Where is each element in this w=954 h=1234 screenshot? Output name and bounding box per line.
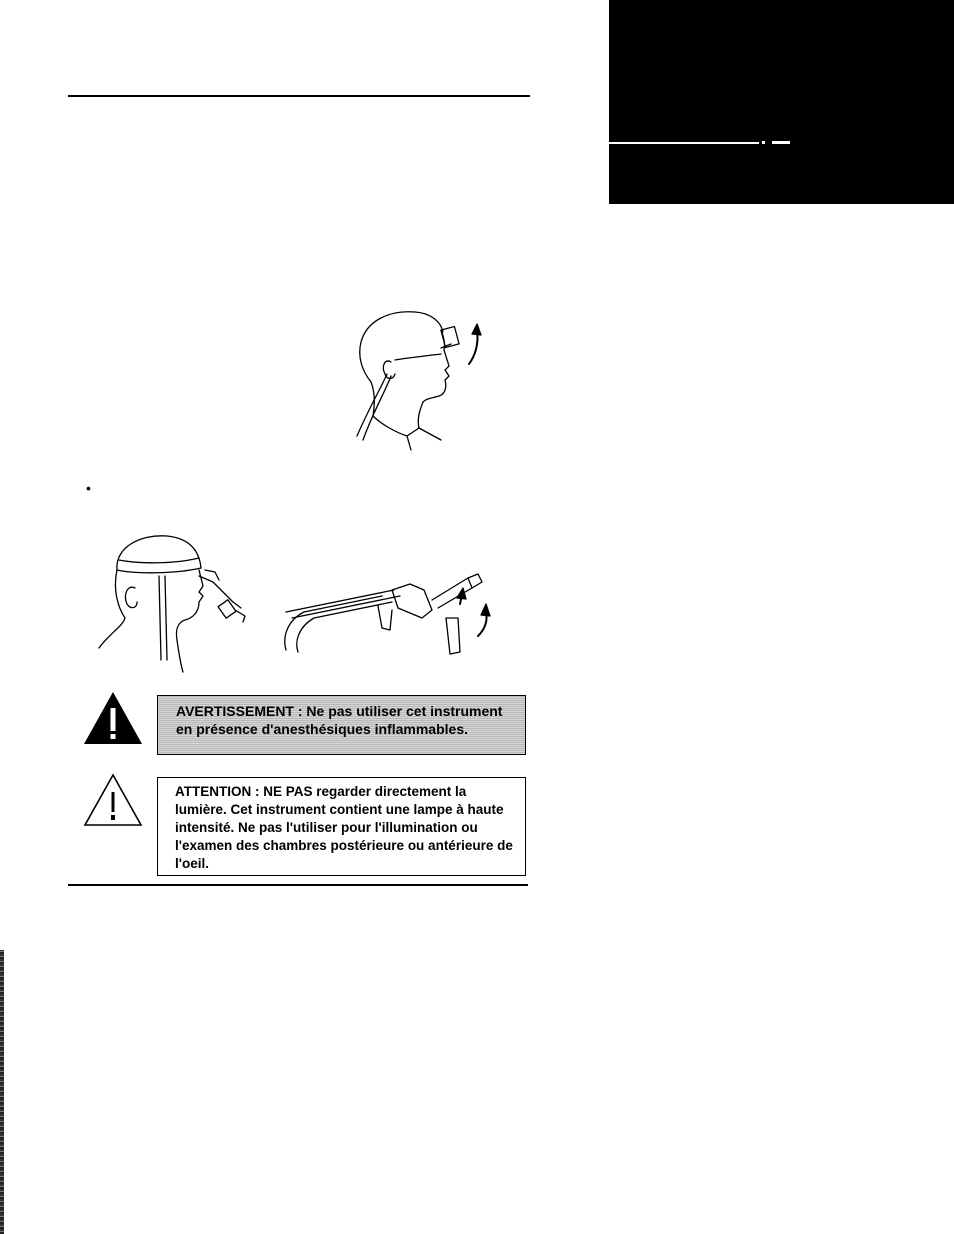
outline-warning-triangle-icon: [82, 772, 144, 828]
page-tab-dot: [762, 141, 765, 144]
caution-text: ATTENTION : NE PAS regarder directement la lumière. Cet instrument contient une lampe à haute intensité. Ne pas l'utiliser pour l'illumination ou l'examen des chambres postérieure ou antérieure de l'oeil.: [175, 784, 513, 871]
scan-edge-artifact: [0, 950, 4, 1234]
filled-warning-triangle-icon: [82, 690, 144, 746]
warning-box: [157, 695, 526, 755]
caution-box: [157, 777, 526, 876]
page-tab-dash: [772, 141, 790, 144]
page-tab-block: [609, 0, 954, 204]
warning-text: AVERTISSEMENT : Ne pas utiliser cet instrument en présence d'anesthésiques inflammables.: [176, 703, 503, 737]
bullet-point: •: [86, 480, 91, 496]
bottom-rule: [68, 884, 528, 886]
head-with-headband-and-loupes-illustration: [95, 530, 250, 675]
head-profile-with-loupes-flip-up-illustration: [345, 308, 500, 453]
loupe-frame-with-flip-up-lens-illustration: [282, 560, 502, 660]
page-tab-stripe: [609, 142, 759, 144]
top-rule: [68, 95, 530, 97]
